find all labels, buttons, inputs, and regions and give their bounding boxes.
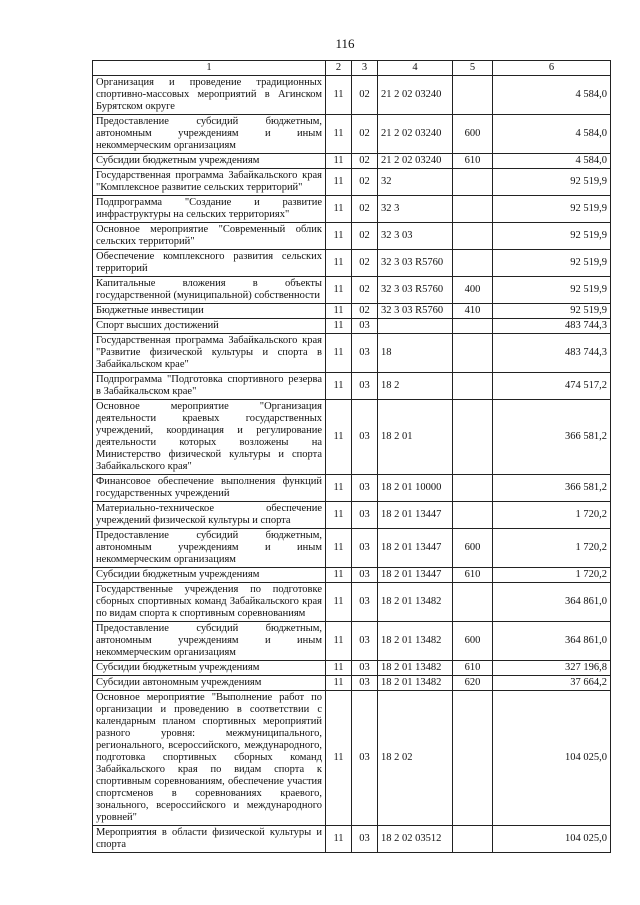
row-subsection: 03 <box>352 622 378 661</box>
table-row <box>93 583 611 622</box>
row-name: Обеспечение комплексного развития сельских территорий <box>93 250 326 277</box>
row-subsection: 02 <box>352 250 378 277</box>
table-row <box>93 400 611 475</box>
row-amount: 92 519,9 <box>493 196 611 223</box>
row-section: 11 <box>326 154 352 169</box>
row-target-code: 18 2 01 13482 <box>378 622 453 661</box>
row-name: Основное мероприятие "Организация деятельности краевых государственных учреждений, координация и регулирование деятельности которых возложены на Министерство физической культуры и спорта Забайкальского края" <box>93 400 326 475</box>
row-name: Финансовое обеспечение выполнения функций государственных учреждений <box>93 475 326 502</box>
row-section: 11 <box>326 568 352 583</box>
table-row <box>93 475 611 502</box>
table-row <box>93 529 611 568</box>
row-expense-type: 600 <box>453 622 493 661</box>
row-target-code: 32 3 <box>378 196 453 223</box>
row-name: Субсидии бюджетным учреждениям <box>93 568 326 583</box>
row-subsection: 02 <box>352 196 378 223</box>
row-name: Основное мероприятие "Современный облик сельских территорий" <box>93 223 326 250</box>
row-name: Предоставление субсидий бюджетным, автономным учреждениям и иным некоммерческим организациям <box>93 622 326 661</box>
row-expense-type: 610 <box>453 568 493 583</box>
row-section: 11 <box>326 622 352 661</box>
row-name: Подпрограмма "Подготовка спортивного резерва в Забайкальском крае" <box>93 373 326 400</box>
row-subsection: 02 <box>352 277 378 304</box>
table-row <box>93 115 611 154</box>
row-target-code: 32 3 03 R5760 <box>378 250 453 277</box>
row-section: 11 <box>326 691 352 826</box>
header-col-3: 3 <box>352 61 378 76</box>
row-subsection: 03 <box>352 529 378 568</box>
row-expense-type <box>453 826 493 853</box>
row-target-code: 18 2 02 <box>378 691 453 826</box>
row-section: 11 <box>326 583 352 622</box>
row-subsection: 03 <box>352 568 378 583</box>
row-name: Субсидии автономным учреждениям <box>93 676 326 691</box>
row-amount: 37 664,2 <box>493 676 611 691</box>
table-row <box>93 169 611 196</box>
row-expense-type: 400 <box>453 277 493 304</box>
row-amount: 92 519,9 <box>493 250 611 277</box>
row-subsection: 03 <box>352 373 378 400</box>
table-row <box>93 826 611 853</box>
row-subsection: 02 <box>352 223 378 250</box>
row-expense-type <box>453 196 493 223</box>
row-expense-type <box>453 334 493 373</box>
row-subsection: 03 <box>352 661 378 676</box>
row-amount: 4 584,0 <box>493 76 611 115</box>
row-name: Основное мероприятие "Выполнение работ по организации и проведению в соответствии с календарным планом спортивных мероприятий разного уровня: межмуниципального, регионального, всероссийского, международного, подготовка спортивных сборных команд Забайкальского края по видам спорта к спортивным соревнованиям, обеспечение участия спортсменов в соревнованиях краевого, зонального, всероссийского и международного уровней" <box>93 691 326 826</box>
row-section: 11 <box>326 319 352 334</box>
row-name: Мероприятия в области физической культуры и спорта <box>93 826 326 853</box>
row-amount: 4 584,0 <box>493 115 611 154</box>
row-target-code: 21 2 02 03240 <box>378 154 453 169</box>
header-col-6: 6 <box>493 61 611 76</box>
row-amount: 483 744,3 <box>493 319 611 334</box>
row-subsection: 02 <box>352 115 378 154</box>
row-amount: 366 581,2 <box>493 400 611 475</box>
row-amount: 92 519,9 <box>493 304 611 319</box>
row-subsection: 02 <box>352 76 378 115</box>
row-section: 11 <box>326 475 352 502</box>
row-name: Капитальные вложения в объекты государственной (муниципальной) собственности <box>93 277 326 304</box>
table-row <box>93 76 611 115</box>
row-expense-type <box>453 475 493 502</box>
table-row <box>93 622 611 661</box>
row-subsection: 02 <box>352 169 378 196</box>
row-amount: 4 584,0 <box>493 154 611 169</box>
row-amount: 1 720,2 <box>493 529 611 568</box>
row-name: Организация и проведение традиционных спортивно-массовых мероприятий в Агинском Бурятском округе <box>93 76 326 115</box>
table-row <box>93 661 611 676</box>
row-subsection: 03 <box>352 502 378 529</box>
row-name: Государственная программа Забайкальского края "Развитие физической культуры и спорта в Забайкальском крае" <box>93 334 326 373</box>
row-target-code: 18 2 01 <box>378 400 453 475</box>
table-row <box>93 304 611 319</box>
row-subsection: 03 <box>352 319 378 334</box>
budget-table <box>92 60 611 853</box>
row-target-code: 32 3 03 <box>378 223 453 250</box>
row-expense-type <box>453 169 493 196</box>
row-section: 11 <box>326 400 352 475</box>
row-subsection: 02 <box>352 304 378 319</box>
header-col-5: 5 <box>453 61 493 76</box>
row-section: 11 <box>326 250 352 277</box>
row-expense-type <box>453 76 493 115</box>
row-section: 11 <box>326 196 352 223</box>
row-section: 11 <box>326 529 352 568</box>
row-section: 11 <box>326 826 352 853</box>
row-target-code: 32 <box>378 169 453 196</box>
row-target-code: 18 2 01 10000 <box>378 475 453 502</box>
row-section: 11 <box>326 223 352 250</box>
row-target-code: 18 2 02 03512 <box>378 826 453 853</box>
row-name: Предоставление субсидий бюджетным, автономным учреждениям и иным некоммерческим организациям <box>93 115 326 154</box>
row-section: 11 <box>326 277 352 304</box>
row-target-code: 32 3 03 R5760 <box>378 277 453 304</box>
row-amount: 364 861,0 <box>493 622 611 661</box>
row-subsection: 03 <box>352 400 378 475</box>
row-name: Государственные учреждения по подготовке сборных спортивных команд Забайкальского края по видам спорта к спортивным соревнованиям <box>93 583 326 622</box>
header-col-4: 4 <box>378 61 453 76</box>
row-name: Подпрограмма "Создание и развитие инфраструктуры на сельских территориях" <box>93 196 326 223</box>
row-subsection: 03 <box>352 826 378 853</box>
table-row <box>93 502 611 529</box>
row-target-code: 18 2 01 13447 <box>378 502 453 529</box>
table-row <box>93 277 611 304</box>
row-expense-type <box>453 319 493 334</box>
row-target-code: 18 <box>378 334 453 373</box>
row-target-code: 21 2 02 03240 <box>378 115 453 154</box>
row-expense-type: 620 <box>453 676 493 691</box>
row-target-code: 18 2 01 13482 <box>378 661 453 676</box>
table-row <box>93 373 611 400</box>
header-col-1: 1 <box>93 61 326 76</box>
row-expense-type <box>453 400 493 475</box>
row-target-code: 18 2 01 13482 <box>378 676 453 691</box>
row-section: 11 <box>326 334 352 373</box>
row-section: 11 <box>326 502 352 529</box>
row-subsection: 03 <box>352 583 378 622</box>
row-amount: 474 517,2 <box>493 373 611 400</box>
row-section: 11 <box>326 661 352 676</box>
row-section: 11 <box>326 115 352 154</box>
row-name: Материально-техническое обеспечение учреждений физической культуры и спорта <box>93 502 326 529</box>
row-name: Субсидии бюджетным учреждениям <box>93 661 326 676</box>
row-amount: 92 519,9 <box>493 169 611 196</box>
row-target-code: 18 2 01 13447 <box>378 568 453 583</box>
row-expense-type <box>453 691 493 826</box>
row-target-code: 18 2 01 13482 <box>378 583 453 622</box>
row-amount: 92 519,9 <box>493 223 611 250</box>
row-expense-type <box>453 583 493 622</box>
row-name: Субсидии бюджетным учреждениям <box>93 154 326 169</box>
row-amount: 1 720,2 <box>493 568 611 583</box>
row-expense-type: 610 <box>453 154 493 169</box>
page-number: 116 <box>335 36 355 51</box>
row-name: Государственная программа Забайкальского края "Комплексное развитие сельских территорий" <box>93 169 326 196</box>
table-row <box>93 691 611 826</box>
row-section: 11 <box>326 76 352 115</box>
row-expense-type: 600 <box>453 529 493 568</box>
table-row <box>93 568 611 583</box>
row-expense-type <box>453 502 493 529</box>
row-section: 11 <box>326 676 352 691</box>
row-name: Спорт высших достижений <box>93 319 326 334</box>
table-row <box>93 250 611 277</box>
row-target-code: 21 2 02 03240 <box>378 76 453 115</box>
row-expense-type <box>453 373 493 400</box>
header-row <box>93 61 611 76</box>
row-amount: 104 025,0 <box>493 691 611 826</box>
table-row <box>93 223 611 250</box>
table-row <box>93 319 611 334</box>
row-subsection: 03 <box>352 691 378 826</box>
row-subsection: 03 <box>352 475 378 502</box>
row-target-code: 18 2 01 13447 <box>378 529 453 568</box>
row-amount: 366 581,2 <box>493 475 611 502</box>
row-expense-type <box>453 223 493 250</box>
table-row <box>93 196 611 223</box>
row-amount: 483 744,3 <box>493 334 611 373</box>
table-row <box>93 154 611 169</box>
row-expense-type <box>453 250 493 277</box>
row-section: 11 <box>326 169 352 196</box>
row-name: Предоставление субсидий бюджетным, автономным учреждениям и иным некоммерческим организациям <box>93 529 326 568</box>
row-name: Бюджетные инвестиции <box>93 304 326 319</box>
row-amount: 92 519,9 <box>493 277 611 304</box>
row-target-code <box>378 319 453 334</box>
row-subsection: 03 <box>352 676 378 691</box>
row-subsection: 03 <box>352 334 378 373</box>
row-amount: 364 861,0 <box>493 583 611 622</box>
row-target-code: 32 3 03 R5760 <box>378 304 453 319</box>
header-col-2: 2 <box>326 61 352 76</box>
row-target-code: 18 2 <box>378 373 453 400</box>
row-amount: 327 196,8 <box>493 661 611 676</box>
row-section: 11 <box>326 373 352 400</box>
row-subsection: 02 <box>352 154 378 169</box>
row-expense-type: 600 <box>453 115 493 154</box>
row-amount: 1 720,2 <box>493 502 611 529</box>
row-section: 11 <box>326 304 352 319</box>
row-expense-type: 410 <box>453 304 493 319</box>
table-row <box>93 334 611 373</box>
table-row <box>93 676 611 691</box>
row-expense-type: 610 <box>453 661 493 676</box>
row-amount: 104 025,0 <box>493 826 611 853</box>
